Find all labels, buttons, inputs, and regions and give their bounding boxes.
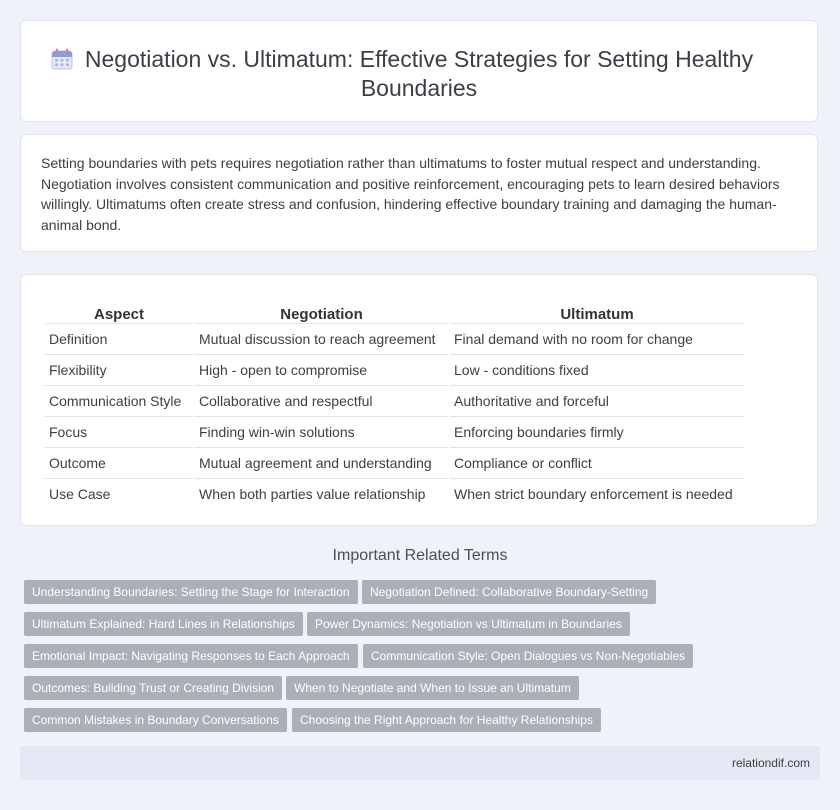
related-terms-heading: Important Related Terms	[332, 547, 508, 564]
table-row	[45, 447, 744, 478]
table-cell: When strict boundary enforcement is needed	[450, 478, 744, 509]
table-cell: Outcome	[45, 447, 193, 478]
table-cell: Mutual discussion to reach agreement	[195, 323, 448, 354]
related-term-tag[interactable]: Communication Style: Open Dialogues vs Non-Negotiables	[363, 644, 693, 668]
title-card	[20, 20, 818, 122]
column-header-ultimatum: Ultimatum	[560, 306, 634, 323]
table-row	[45, 323, 744, 354]
related-term-tag[interactable]: Common Mistakes in Boundary Conversations	[24, 708, 287, 732]
table-cell: Mutual agreement and understanding	[195, 447, 448, 478]
comparison-table	[43, 295, 746, 509]
table-cell: Enforcing boundaries firmly	[450, 416, 744, 447]
page-title: Negotiation vs. Ultimatum: Effective Strategies for Setting Healthy Boundaries	[84, 46, 754, 101]
related-term-tag[interactable]: Understanding Boundaries: Setting the Stage for Interaction	[24, 580, 358, 604]
footer	[20, 746, 820, 780]
related-term-tag[interactable]: Negotiation Defined: Collaborative Boundary-Setting	[362, 580, 656, 604]
table-cell: Flexibility	[45, 354, 193, 385]
related-term-tag[interactable]: Choosing the Right Approach for Healthy Relationships	[292, 708, 601, 732]
intro-paragraph: Setting boundaries with pets requires negotiation rather than ultimatums to foster mutual respect and understanding. Negotiation involves consistent communication and positive reinforcement, encouraging pets to learn desired behaviors willingly. Ultimatums often create stress and confusion, hindering effective boundary training and damaging the human-animal bond.	[41, 155, 780, 233]
table-row	[45, 385, 744, 416]
table-cell: Collaborative and respectful	[195, 385, 448, 416]
table-cell: When both parties value relationship	[195, 478, 448, 509]
column-header-negotiation: Negotiation	[280, 306, 363, 323]
related-term-tag[interactable]: Outcomes: Building Trust or Creating Division	[24, 676, 282, 700]
table-cell: Focus	[45, 416, 193, 447]
related-term-tag[interactable]: Emotional Impact: Navigating Responses to Each Approach	[24, 644, 358, 668]
intro-card	[20, 134, 818, 252]
related-term-tag[interactable]: Ultimatum Explained: Hard Lines in Relationships	[24, 612, 303, 636]
column-header-aspect: Aspect	[93, 306, 145, 323]
table-cell: Compliance or conflict	[450, 447, 744, 478]
table-row	[45, 416, 744, 447]
comparison-card	[20, 274, 818, 526]
site-name[interactable]: relationdif.com	[731, 756, 810, 770]
table-cell: Definition	[45, 323, 193, 354]
table-cell: Finding win-win solutions	[195, 416, 448, 447]
table-cell: Use Case	[45, 478, 193, 509]
table-row	[45, 354, 744, 385]
table-row	[45, 478, 744, 509]
table-cell: Final demand with no room for change	[450, 323, 744, 354]
table-header-row	[45, 295, 744, 323]
table-cell: Communication Style	[45, 385, 193, 416]
related-term-tag[interactable]: When to Negotiate and When to Issue an Ultimatum	[286, 676, 579, 700]
table-cell: Authoritative and forceful	[450, 385, 744, 416]
table-cell: Low - conditions fixed	[450, 354, 744, 385]
table-cell: High - open to compromise	[195, 354, 448, 385]
related-term-tag[interactable]: Power Dynamics: Negotiation vs Ultimatum in Boundaries	[307, 612, 630, 636]
